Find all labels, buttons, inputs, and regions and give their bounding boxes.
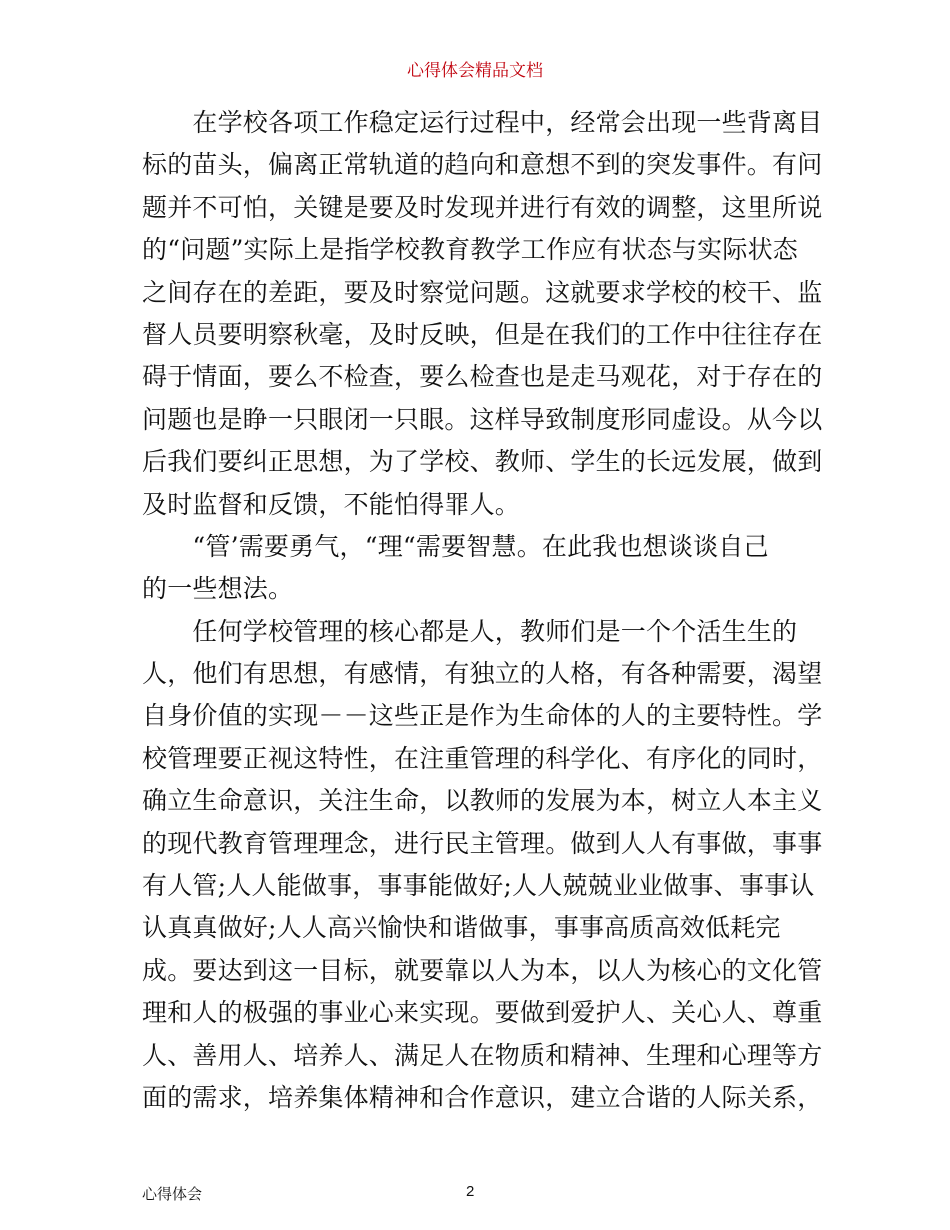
- footer-label: 心得体会: [142, 1185, 203, 1203]
- body-line: “管’需要勇气，“理“需要智慧。在此我也想谈谈自己: [142, 531, 769, 561]
- body-line: 的一些想法。: [142, 574, 294, 604]
- body-line: 成。要达到这一目标，就要靠以人为本，以人为核心的文化管: [142, 955, 823, 985]
- body-line: 问题也是睁一只眼闭一只眼。这样导致制度形同虚设。从今以: [142, 404, 823, 434]
- body-line: 理和人的极强的事业心来实现。要做到爱护人、关心人、尊重: [142, 998, 823, 1028]
- body-line: 人，他们有思想，有感情，有独立的人格，有各种需要，渴望: [142, 659, 823, 689]
- body-line: 及时监督和反馈，不能怕得罪人。: [142, 489, 521, 519]
- page-number: 2: [466, 1183, 475, 1200]
- body-line: 认真真做好;人人高兴愉快和谐做事，事事高质高效低耗完: [142, 913, 781, 943]
- body-line: 人、善用人、培养人、满足人在物质和精神、生理和心理等方: [142, 1040, 823, 1070]
- body-line: 自身价值的实现－－这些正是作为生命体的人的主要特性。学: [142, 701, 823, 731]
- body-line: 标的苗头，偏离正常轨道的趋向和意想不到的突发事件。有问: [142, 150, 823, 180]
- page-header-title: 心得体会精品文档: [407, 61, 543, 81]
- body-line: 之间存在的差距，要及时察觉问题。这就要求学校的校干、监: [142, 277, 823, 307]
- document-body: [142, 102, 822, 1119]
- body-line: 后我们要纠正思想，为了学校、教师、学生的长远发展，做到: [142, 447, 823, 477]
- body-line: 面的需求，培养集体精神和合作意识，建立合谐的人际关系，: [142, 1082, 823, 1112]
- body-line: 在学校各项工作稳定运行过程中，经常会出现一些背离目: [142, 108, 823, 137]
- body-line: 题并不可怕，关键是要及时发现并进行有效的调整，这里所说: [142, 192, 823, 222]
- body-line: 确立生命意识，关注生命，以教师的发展为本，树立人本主义: [142, 786, 823, 816]
- body-line: 校管理要正视这特性，在注重管理的科学化、有序化的同时，: [142, 743, 823, 773]
- body-line: 碍于情面，要么不检查，要么检查也是走马观花，对于存在的: [142, 362, 823, 392]
- body-line: 任何学校管理的核心都是人，教师们是一个个活生生的: [142, 616, 798, 646]
- body-line: 有人管;人人能做事，事事能做好;人人兢兢业业做事、事事认: [142, 871, 815, 901]
- body-line: 的“问题”实际上是指学校教育教学工作应有状态与实际状态: [142, 235, 798, 265]
- body-line: 的现代教育管理理念，进行民主管理。做到人人有事做，事事: [142, 828, 823, 858]
- body-line: 督人员要明察秋毫，及时反映，但是在我们的工作中往往存在: [142, 319, 823, 349]
